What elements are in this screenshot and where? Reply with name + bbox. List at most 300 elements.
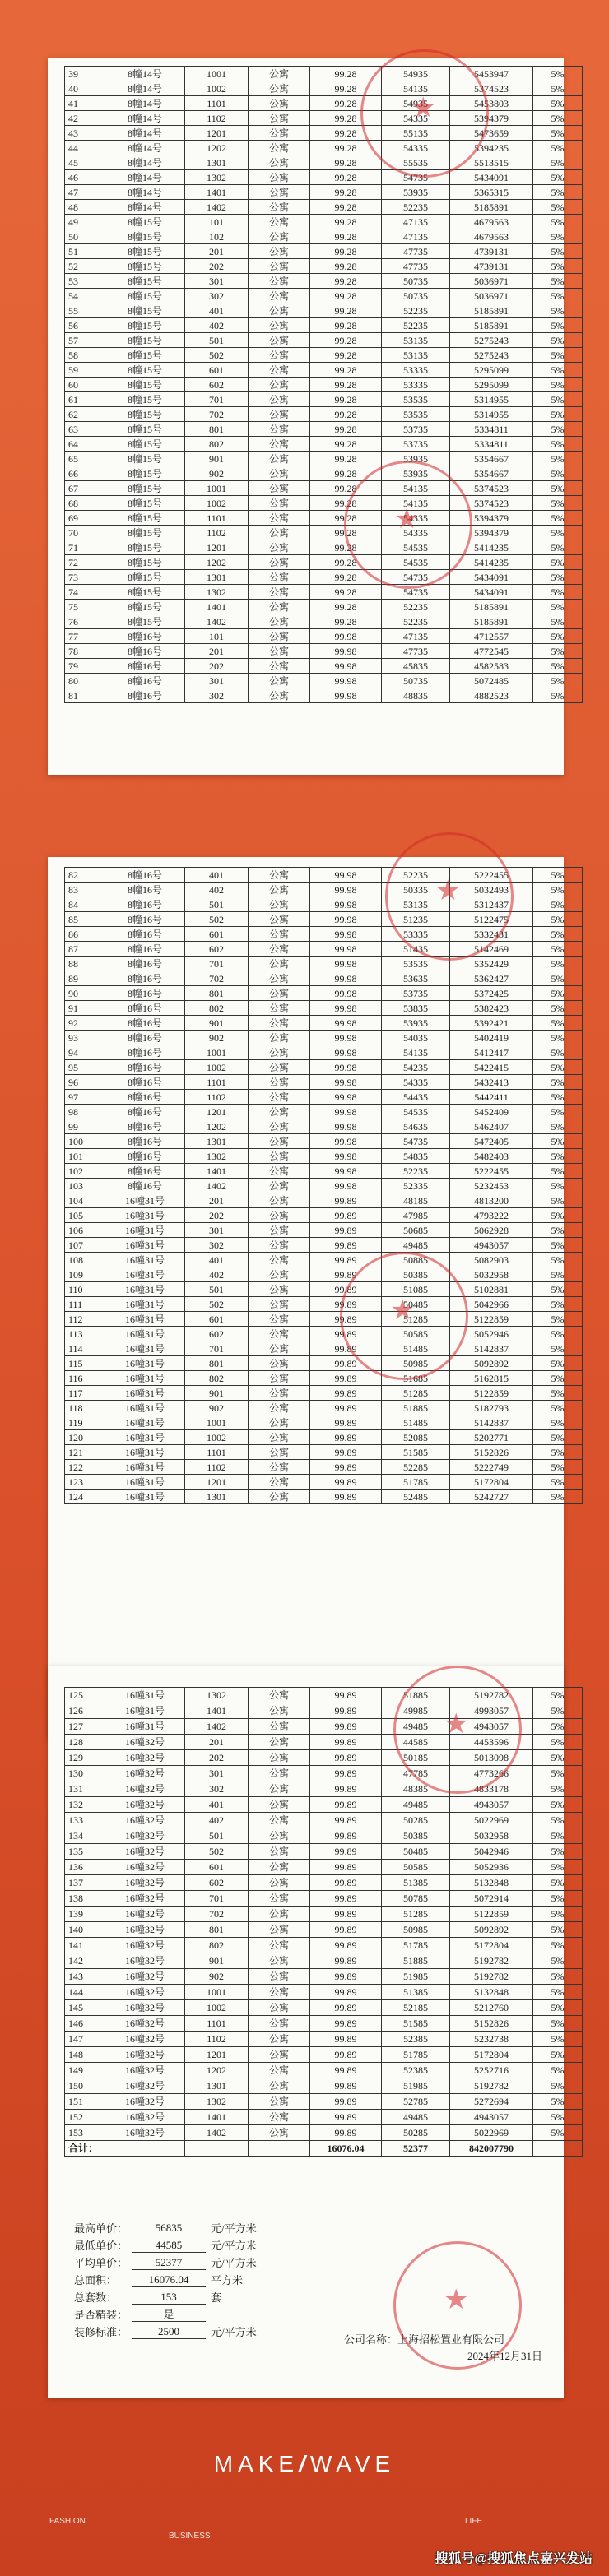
table-cell: 5% xyxy=(533,111,583,126)
table-row xyxy=(65,629,583,644)
table-cell: 16幢31号 xyxy=(105,1267,185,1282)
table-cell: 99.98 xyxy=(310,942,382,957)
table-cell: 50585 xyxy=(382,1860,450,1875)
table-row xyxy=(65,2078,583,2094)
table-cell: 8幢16号 xyxy=(105,1001,185,1016)
table-cell: 5% xyxy=(533,868,583,883)
table-cell: 5% xyxy=(533,986,583,1001)
table-row xyxy=(65,496,583,511)
table-cell: 52235 xyxy=(382,318,450,333)
table-cell: 1102 xyxy=(185,1460,249,1475)
table-cell: 5062928 xyxy=(450,1223,533,1238)
table-cell: 5% xyxy=(533,141,583,155)
table-row xyxy=(65,1253,583,1267)
table-row xyxy=(65,1031,583,1045)
table-cell: 8幢16号 xyxy=(105,1045,185,1060)
table-cell: 8幢15号 xyxy=(105,570,185,585)
table-row xyxy=(65,1922,583,1938)
table-row xyxy=(65,912,583,927)
table-cell: 1301 xyxy=(185,1490,249,1504)
table-cell: 5% xyxy=(533,422,583,437)
table-cell: 52235 xyxy=(382,600,450,614)
table-cell: 1001 xyxy=(185,1985,249,2000)
table-cell: 47735 xyxy=(382,259,450,274)
table-cell: 公寓 xyxy=(249,452,310,466)
table-cell: 公寓 xyxy=(249,481,310,496)
table-cell: 1401 xyxy=(185,1703,249,1719)
table-cell: 16幢31号 xyxy=(105,1223,185,1238)
table-row xyxy=(65,466,583,481)
table-row xyxy=(65,2000,583,2016)
table-cell: 5% xyxy=(533,96,583,111)
table-cell: 801 xyxy=(185,986,249,1001)
table-cell: 99.28 xyxy=(310,496,382,511)
table-cell: 147 xyxy=(65,2032,105,2047)
table-cell: 5% xyxy=(533,585,583,600)
table-cell: 99.28 xyxy=(310,96,382,111)
table-cell: 5% xyxy=(533,1341,583,1356)
table-cell: 47785 xyxy=(382,1766,450,1781)
table-cell: 8幢15号 xyxy=(105,363,185,378)
summary-value: 52377 xyxy=(132,2256,206,2270)
table-cell: 公寓 xyxy=(249,600,310,614)
table-cell: 1302 xyxy=(185,2094,249,2110)
table-cell: 5036971 xyxy=(450,289,533,303)
table-cell: 99.89 xyxy=(310,1844,382,1860)
table-cell: 5185891 xyxy=(450,200,533,215)
table-cell: 8幢16号 xyxy=(105,957,185,971)
table-cell: 53935 xyxy=(382,452,450,466)
table-cell: 401 xyxy=(185,303,249,318)
table-cell: 53 xyxy=(65,274,105,289)
table-cell: 49485 xyxy=(382,1719,450,1735)
table-cell: 50885 xyxy=(382,1253,450,1267)
table-cell: 80 xyxy=(65,674,105,688)
table-cell: 5% xyxy=(533,674,583,688)
table-cell: 5% xyxy=(533,126,583,141)
table-cell: 16幢31号 xyxy=(105,1208,185,1223)
table-cell: 137 xyxy=(65,1875,105,1891)
table-cell: 54935 xyxy=(382,67,450,81)
table-cell: 5022969 xyxy=(450,1813,533,1828)
table-cell: 1402 xyxy=(185,1719,249,1735)
table-cell: 公寓 xyxy=(249,1386,310,1401)
table-cell: 53135 xyxy=(382,333,450,348)
table-cell: 47985 xyxy=(382,1208,450,1223)
price-summary xyxy=(74,2218,257,2339)
table-cell: 99.28 xyxy=(310,126,382,141)
table-cell: 53335 xyxy=(382,378,450,392)
table-cell: 8幢16号 xyxy=(105,659,185,674)
table-row xyxy=(65,1016,583,1031)
table-cell: 5% xyxy=(533,570,583,585)
table-cell: 16幢31号 xyxy=(105,1297,185,1312)
table-cell: 公寓 xyxy=(249,81,310,96)
table-row xyxy=(65,1445,583,1460)
table-cell: 5% xyxy=(533,1075,583,1090)
table-row xyxy=(65,259,583,274)
table-cell: 8幢15号 xyxy=(105,392,185,407)
table-cell: 4882523 xyxy=(450,688,533,703)
table-cell: 5442411 xyxy=(450,1090,533,1105)
table-cell: 5% xyxy=(533,1045,583,1060)
table-row xyxy=(65,289,583,303)
table-cell: 99.89 xyxy=(310,2000,382,2016)
table-cell: 42 xyxy=(65,111,105,126)
table-cell: 103 xyxy=(65,1179,105,1193)
table-cell: 53635 xyxy=(382,971,450,986)
table-cell: 5% xyxy=(533,897,583,912)
table-cell: 4772545 xyxy=(450,644,533,659)
table-cell: 公寓 xyxy=(249,1828,310,1844)
table-cell: 公寓 xyxy=(249,1969,310,1985)
table-row xyxy=(65,1105,583,1119)
table-row xyxy=(65,141,583,155)
table-cell: 40 xyxy=(65,81,105,96)
table-cell: 99.28 xyxy=(310,481,382,496)
table-cell: 201 xyxy=(185,1193,249,1208)
table-cell: 99.89 xyxy=(310,1922,382,1938)
table-cell: 5% xyxy=(533,1164,583,1179)
table-cell: 117 xyxy=(65,1386,105,1401)
table-row xyxy=(65,1193,583,1208)
table-cell: 公寓 xyxy=(249,407,310,422)
table-cell: 16076.04 xyxy=(310,2141,382,2157)
table-cell: 52285 xyxy=(382,1460,450,1475)
table-cell: 公寓 xyxy=(249,333,310,348)
table-cell: 99.89 xyxy=(310,1813,382,1828)
table-cell: 53135 xyxy=(382,897,450,912)
table-cell: 公寓 xyxy=(249,1282,310,1297)
table-cell: 5202771 xyxy=(450,1430,533,1445)
table-cell: 1402 xyxy=(185,2125,249,2141)
table-cell: 65 xyxy=(65,452,105,466)
table-cell: 702 xyxy=(185,1907,249,1922)
table-cell: 52485 xyxy=(382,1490,450,1504)
table-cell: 54335 xyxy=(382,1075,450,1090)
table-cell: 1201 xyxy=(185,1105,249,1119)
table-cell: 5185891 xyxy=(450,614,533,629)
table-cell: 88 xyxy=(65,957,105,971)
table-cell: 50735 xyxy=(382,289,450,303)
table-cell: 8幢15号 xyxy=(105,437,185,452)
table-cell: 5192782 xyxy=(450,1688,533,1703)
table-row xyxy=(65,81,583,96)
table-cell: 5452409 xyxy=(450,1105,533,1119)
table-cell: 5% xyxy=(533,659,583,674)
table-cell: 53335 xyxy=(382,363,450,378)
table-cell: 5% xyxy=(533,2032,583,2047)
table-cell: 101 xyxy=(185,629,249,644)
table-cell: 5072914 xyxy=(450,1891,533,1907)
table-cell: 公寓 xyxy=(249,644,310,659)
table-cell: 99.98 xyxy=(310,868,382,883)
table-cell: 16幢31号 xyxy=(105,1415,185,1430)
logo-left: MAKE xyxy=(213,2451,300,2476)
table-cell: 53935 xyxy=(382,466,450,481)
table-cell: 55 xyxy=(65,303,105,318)
table-cell: 5% xyxy=(533,1297,583,1312)
summary-label: 总面积： xyxy=(74,2274,118,2286)
table-cell: 8幢15号 xyxy=(105,407,185,422)
table-cell: 53935 xyxy=(382,185,450,200)
table-cell: 53535 xyxy=(382,957,450,971)
table-cell: 99.89 xyxy=(310,1386,382,1401)
table-cell: 901 xyxy=(185,452,249,466)
table-cell: 802 xyxy=(185,437,249,452)
table-cell: 1202 xyxy=(185,141,249,155)
table-cell: 16幢32号 xyxy=(105,1844,185,1860)
table-cell: 公寓 xyxy=(249,1208,310,1223)
table-cell: 5392421 xyxy=(450,1016,533,1031)
table-cell: 5434091 xyxy=(450,170,533,185)
table-cell: 51685 xyxy=(382,1371,450,1386)
table-cell: 79 xyxy=(65,659,105,674)
table-cell: 16幢32号 xyxy=(105,1781,185,1797)
table-cell: 8幢15号 xyxy=(105,303,185,318)
table-row xyxy=(65,1953,583,1969)
table-cell: 99.28 xyxy=(310,363,382,378)
table-cell: 公寓 xyxy=(249,1875,310,1891)
table-row xyxy=(65,481,583,496)
table-cell: 公寓 xyxy=(249,422,310,437)
table-cell: 72 xyxy=(65,555,105,570)
table-cell: 99.28 xyxy=(310,585,382,600)
price-table-page-2 xyxy=(64,867,583,1504)
table-cell: 5% xyxy=(533,363,583,378)
table-cell: 5% xyxy=(533,1312,583,1327)
table-cell: 8幢16号 xyxy=(105,1119,185,1134)
table-cell: 5% xyxy=(533,942,583,957)
table-cell: 16幢31号 xyxy=(105,1238,185,1253)
document-page-1 xyxy=(48,58,564,775)
table-cell: 8幢16号 xyxy=(105,897,185,912)
table-cell: 5412417 xyxy=(450,1045,533,1060)
table-cell: 102 xyxy=(185,229,249,244)
table-row xyxy=(65,1045,583,1060)
table-cell: 51085 xyxy=(382,1282,450,1297)
table-cell: 106 xyxy=(65,1223,105,1238)
table-cell: 99.89 xyxy=(310,1475,382,1490)
table-cell: 5% xyxy=(533,1179,583,1193)
table-cell: 5394379 xyxy=(450,526,533,540)
table-cell: 16幢31号 xyxy=(105,1386,185,1401)
table-cell: 16幢32号 xyxy=(105,2047,185,2063)
table-cell: 99.28 xyxy=(310,67,382,81)
table-cell: 5% xyxy=(533,1828,583,1844)
table-cell: 54035 xyxy=(382,1031,450,1045)
table-cell: 16幢32号 xyxy=(105,2078,185,2094)
table-cell: 50 xyxy=(65,229,105,244)
table-row xyxy=(65,1179,583,1193)
table-cell: 1201 xyxy=(185,540,249,555)
table-cell: 49485 xyxy=(382,2110,450,2125)
table-cell: 1301 xyxy=(185,155,249,170)
table-cell: 1101 xyxy=(185,2016,249,2032)
table-cell: 53835 xyxy=(382,1001,450,1016)
table-cell: 5434091 xyxy=(450,570,533,585)
table-cell: 1201 xyxy=(185,1475,249,1490)
table-row xyxy=(65,1208,583,1223)
table-cell: 50985 xyxy=(382,1356,450,1371)
table-cell: 99.98 xyxy=(310,1075,382,1090)
table-cell: 51485 xyxy=(382,1341,450,1356)
table-row xyxy=(65,348,583,363)
table-cell: 1401 xyxy=(185,185,249,200)
table-cell: 102 xyxy=(65,1164,105,1179)
table-cell: 5% xyxy=(533,1253,583,1267)
table-cell: 5172804 xyxy=(450,1475,533,1490)
table-cell: 4993057 xyxy=(450,1703,533,1719)
table-cell: 50735 xyxy=(382,274,450,289)
summary-label: 平均单价： xyxy=(74,2257,128,2269)
table-cell: 1402 xyxy=(185,1179,249,1193)
table-row xyxy=(65,1797,583,1813)
table-cell: 152 xyxy=(65,2110,105,2125)
table-cell: 公寓 xyxy=(249,1031,310,1045)
table-cell: 1201 xyxy=(185,2047,249,2063)
table-cell: 8幢16号 xyxy=(105,1075,185,1090)
table-cell: 5% xyxy=(533,303,583,318)
table-row xyxy=(65,897,583,912)
table-cell: 5% xyxy=(533,1490,583,1504)
table-cell: 1202 xyxy=(185,2063,249,2078)
table-cell: 99.89 xyxy=(310,1327,382,1341)
table-cell: 16幢31号 xyxy=(105,1703,185,1719)
table-cell: 公寓 xyxy=(249,511,310,526)
table-cell xyxy=(185,2141,249,2157)
table-cell: 5% xyxy=(533,407,583,422)
table-cell: 公寓 xyxy=(249,927,310,942)
table-cell: 99.89 xyxy=(310,1267,382,1282)
table-cell: 44585 xyxy=(382,1735,450,1750)
table-cell: 8幢14号 xyxy=(105,111,185,126)
table-cell: 5% xyxy=(533,511,583,526)
table-cell: 5185891 xyxy=(450,600,533,614)
table-cell: 1101 xyxy=(185,1075,249,1090)
table-cell: 16幢31号 xyxy=(105,1341,185,1356)
table-cell: 公寓 xyxy=(249,1985,310,2000)
price-table-page-1 xyxy=(64,66,583,703)
table-row xyxy=(65,1688,583,1703)
table-cell: 1301 xyxy=(185,570,249,585)
table-cell: 8幢16号 xyxy=(105,1105,185,1119)
table-cell: 5% xyxy=(533,81,583,96)
table-cell: 5% xyxy=(533,1445,583,1460)
table-cell: 5212760 xyxy=(450,2000,533,2016)
table-cell: 公寓 xyxy=(249,585,310,600)
table-cell: 99.28 xyxy=(310,422,382,437)
table-cell: 公寓 xyxy=(249,2000,310,2016)
table-row xyxy=(65,126,583,141)
table-cell: 99.89 xyxy=(310,1193,382,1208)
table-cell: 99.98 xyxy=(310,629,382,644)
table-cell: 1101 xyxy=(185,96,249,111)
table-cell: 54335 xyxy=(382,526,450,540)
table-cell: 5% xyxy=(533,2047,583,2063)
table-cell xyxy=(105,2141,185,2157)
table-cell: 99.89 xyxy=(310,1891,382,1907)
table-cell: 47135 xyxy=(382,629,450,644)
table-cell: 107 xyxy=(65,1238,105,1253)
table-cell: 5% xyxy=(533,1781,583,1797)
table-cell: 公寓 xyxy=(249,392,310,407)
table-cell: 99.28 xyxy=(310,526,382,540)
table-cell: 57 xyxy=(65,333,105,348)
table-cell: 1402 xyxy=(185,614,249,629)
table-cell: 公寓 xyxy=(249,1164,310,1179)
table-cell: 85 xyxy=(65,912,105,927)
summary-label: 装修标准： xyxy=(74,2326,128,2338)
table-cell: 50985 xyxy=(382,1922,450,1938)
table-cell: 302 xyxy=(185,289,249,303)
table-row xyxy=(65,1238,583,1253)
table-cell: 5314955 xyxy=(450,407,533,422)
table-row xyxy=(65,1223,583,1238)
table-cell: 99.28 xyxy=(310,141,382,155)
table-cell: 4679563 xyxy=(450,215,533,229)
table-cell: 5% xyxy=(533,1356,583,1371)
table-cell: 公寓 xyxy=(249,1312,310,1327)
table-cell: 201 xyxy=(185,244,249,259)
table-cell: 51235 xyxy=(382,912,450,927)
table-row xyxy=(65,392,583,407)
table-cell: 54535 xyxy=(382,555,450,570)
table-row xyxy=(65,986,583,1001)
table-cell: 公寓 xyxy=(249,2078,310,2094)
table-cell: 124 xyxy=(65,1490,105,1504)
table-cell: 402 xyxy=(185,1267,249,1282)
table-row xyxy=(65,1267,583,1282)
table-cell: 8幢16号 xyxy=(105,986,185,1001)
table-row xyxy=(65,2094,583,2110)
table-row xyxy=(65,1828,583,1844)
table-cell: 121 xyxy=(65,1445,105,1460)
table-row xyxy=(65,644,583,659)
table-cell: 52235 xyxy=(382,303,450,318)
table-cell: 16幢32号 xyxy=(105,1813,185,1828)
table-cell: 5192782 xyxy=(450,1953,533,1969)
table-cell: 97 xyxy=(65,1090,105,1105)
table-cell: 702 xyxy=(185,971,249,986)
table-cell: 公寓 xyxy=(249,1327,310,1341)
table-cell: 52377 xyxy=(382,2141,450,2157)
table-cell: 70 xyxy=(65,526,105,540)
table-cell: 1401 xyxy=(185,1164,249,1179)
table-cell: 公寓 xyxy=(249,1045,310,1060)
table-cell: 公寓 xyxy=(249,674,310,688)
table-cell: 48385 xyxy=(382,1781,450,1797)
table-cell: 公寓 xyxy=(249,437,310,452)
table-cell: 公寓 xyxy=(249,912,310,927)
table-cell: 8幢15号 xyxy=(105,229,185,244)
table-cell: 99.98 xyxy=(310,1090,382,1105)
table-cell: 1102 xyxy=(185,526,249,540)
table-cell: 5472405 xyxy=(450,1134,533,1149)
table-cell: 1302 xyxy=(185,1688,249,1703)
table-cell: 99.28 xyxy=(310,555,382,570)
table-cell: 公寓 xyxy=(249,378,310,392)
table-cell: 5222455 xyxy=(450,868,533,883)
table-cell: 902 xyxy=(185,1969,249,1985)
table-cell: 99.89 xyxy=(310,1430,382,1445)
table-cell: 151 xyxy=(65,2094,105,2110)
summary-unit: 套 xyxy=(211,2291,222,2304)
table-cell: 公寓 xyxy=(249,1149,310,1164)
table-cell: 101 xyxy=(65,1149,105,1164)
table-cell: 5374523 xyxy=(450,496,533,511)
table-row xyxy=(65,1875,583,1891)
